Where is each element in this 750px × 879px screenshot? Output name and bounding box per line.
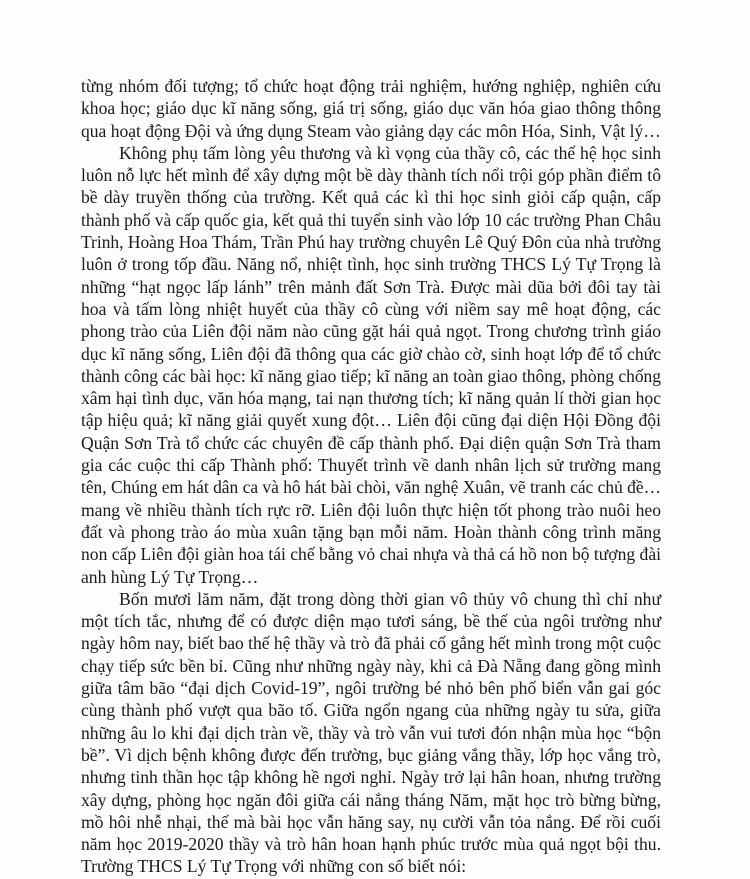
text-line: luôn ở trong tốp đầu. Năng nổ, nhiệt tình, học sinh trường THCS Lý Tự Trọng là	[81, 254, 661, 275]
text-line: ngày hôm nay, biết bao thế hệ thầy và trò đã phải cố gắng hết mình trong một cuộc	[81, 633, 661, 654]
text-line: mang về nhiều thành tích rực rỡ. Liên đội luôn thực hiện tốt phong trào nuôi heo	[81, 499, 661, 520]
text-line: những “hạt ngọc lấp lánh” trên mảnh đất Sơn Trà. Được mài dũa bởi đôi tay tài	[81, 276, 661, 297]
text-line: Quận Sơn Trà tổ chức các chuyên đề cấp thành phố. Đại diện quận Sơn Trà tham	[81, 432, 661, 453]
text-line: phong trào của Liên đội năm nào cũng gặt hái quả ngọt. Trong chương trình giáo	[81, 321, 661, 342]
text-line: xây dựng, phòng học ngăn đôi giữa cái nắng tháng Năm, mặt học trò bừng bừng,	[81, 789, 661, 810]
text-line: bề dày truyền thống của trường. Kết quả các kì thi học sinh giỏi cấp quận, cấp	[81, 187, 661, 208]
text-line: từng nhóm đối tượng; tổ chức hoạt động trải nghiệm, hướng nghiệp, nghiên cứu	[81, 76, 661, 96]
text-line: luôn nỗ lực hết mình để xây dựng một bề dày thành tích nổi trội góp phần điểm tô	[81, 165, 661, 186]
paragraph-first-line: Không phụ tấm lòng yêu thương và kì vọng của thầy cô, các thế hệ học sinh	[119, 142, 661, 163]
text-line: Trinh, Hoàng Hoa Thám, Trần Phú hay trường chuyên Lê Quý Đôn của nhà trường	[81, 232, 661, 253]
text-line: hoa và tấm lòng nhiệt huyết của thầy cô cùng với niềm say mê hoạt động, các	[81, 298, 661, 319]
paragraph-first-line: Bốn mươi lăm năm, đặt trong dòng thời gian vô thủy vô chung thì chỉ như	[119, 588, 661, 609]
text-line: chạy tiếp sức bền bỉ. Cũng như những ngày này, khi cả Đà Nẵng đang gồng mình	[81, 655, 661, 676]
text-line: thành công các bài học: kĩ năng giao tiếp; kĩ năng an toàn giao thông, phòng chống	[81, 365, 661, 386]
text-line: tập hiệu quả; kĩ năng giải quyết xung đột… Liên đội cũng đại diện Hội Đồng đội	[81, 410, 661, 431]
text-line: cùng thành phố vượt qua bão tố. Giữa ngổn ngang của những ngày tu sửa, giữa	[81, 700, 661, 721]
text-line: xâm hại tình dục, văn hóa mạng, tai nạn thương tích; kĩ năng quản lí thời gian học	[81, 388, 661, 409]
text-line: anh hùng Lý Tự Trọng…	[81, 566, 259, 587]
document-body	[81, 75, 661, 878]
text-line: mồ hôi nhễ nhại, thế mà bài học vẫn hăng say, nụ cười vẫn tỏa nắng. Để rồi cuối	[81, 811, 661, 832]
text-line: những âu lo khi đại dịch tràn về, thầy và trò vẫn vui tươi đón nhận mùa học “bộn	[81, 722, 661, 743]
text-line: dục kĩ năng sống, Liên đội đã thông qua các giờ chào cờ, sinh hoạt lớp để tổ chức	[81, 343, 661, 364]
text-line: thành phố và cấp quốc gia, kết quả thi tuyển sinh vào lớp 10 các trường Phan Châu	[81, 209, 662, 230]
text-line: giữa tâm bão “đại dịch Covid-19”, ngôi trường bé nhỏ bên phố biển vẫn gai góc	[81, 678, 661, 699]
text-line: bề”. Vì dịch bệnh không được đến trường, bục giảng vắng thầy, lớp học vắng trò,	[81, 744, 661, 765]
text-line: năm học 2019-2020 thầy và trò hân hoan hạnh phúc trước mùa quả ngọt bội thu.	[81, 834, 661, 855]
text-line: non cấp Liên đội giàn hoa tái chế bằng vỏ chai nhựa và thả cá hồ non bộ tượng đài	[81, 544, 661, 565]
text-line: qua hoạt động Đội và ứng dụng Steam vào giảng dạy các môn Hóa, Sinh, Vật lý…	[81, 120, 661, 141]
text-line: nhưng tinh thần học tập không hề ngơi nghỉ. Ngày trở lại hân hoan, nhưng trường	[81, 767, 661, 788]
text-line: tên, Chúng em hát dân ca và hô hát bài chòi, văn nghệ Xuân, vẽ tranh các chủ đề…	[81, 477, 661, 498]
text-line: đất và phong trào áo mùa xuân tặng bạn mỗi năm. Hoàn thành công trình măng	[81, 521, 661, 542]
text-line: Trường THCS Lý Tự Trọng với những con số biết nói:	[81, 856, 467, 877]
text-line: gia các cuộc thi cấp Thành phố: Thuyết trình về danh nhân lịch sử trường mang	[81, 455, 661, 476]
text-line: khoa học; giáo dục kĩ năng sống, giá trị sống, giáo dục văn hóa giao thông thông	[81, 98, 661, 119]
text-line: một tích tắc, nhưng để có được diện mạo tươi sáng, bề thế của ngôi trường như	[81, 611, 661, 632]
